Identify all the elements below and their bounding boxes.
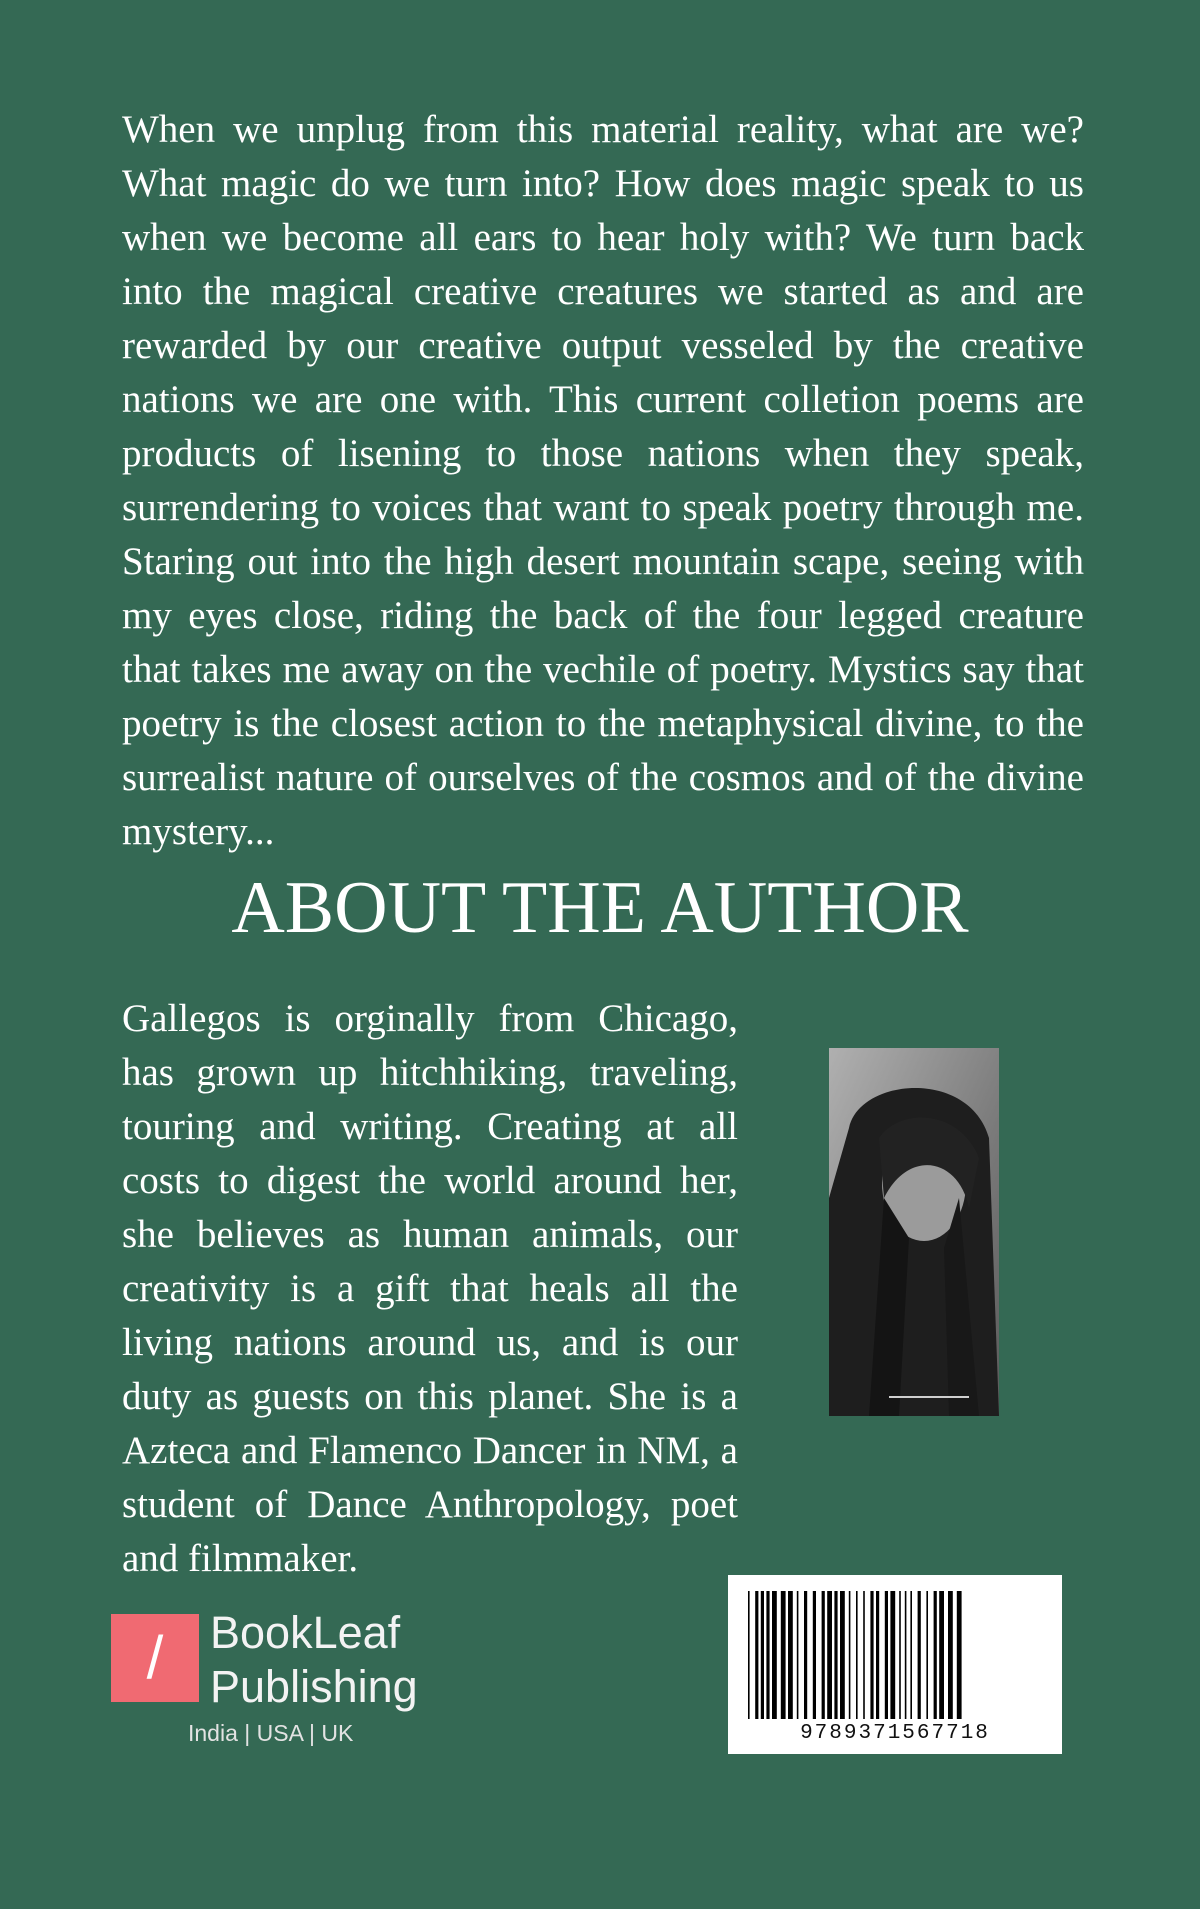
barcode-bar xyxy=(822,1591,825,1719)
barcode-bar xyxy=(856,1591,858,1719)
barcode-bar xyxy=(781,1591,786,1719)
barcode-bar xyxy=(948,1591,953,1719)
logo-slash: / xyxy=(146,1624,164,1691)
barcode-bar xyxy=(934,1591,937,1719)
barcode-bar xyxy=(939,1591,944,1719)
barcode-bar xyxy=(772,1591,777,1719)
barcode-bar xyxy=(885,1591,888,1719)
barcode-bar xyxy=(849,1591,851,1719)
barcode-bar xyxy=(957,1591,962,1719)
barcode-bar xyxy=(863,1591,865,1719)
barcode-bar xyxy=(766,1591,769,1719)
publisher-name-line2: Publishing xyxy=(210,1661,418,1712)
barcode-bar xyxy=(926,1591,928,1719)
publisher-tagline: India | USA | UK xyxy=(188,1720,354,1746)
barcode-bar xyxy=(876,1591,879,1719)
barcode-bar xyxy=(870,1591,873,1719)
barcode-bar xyxy=(755,1591,758,1719)
barcode-bar xyxy=(910,1591,912,1719)
barcode-bar xyxy=(918,1591,921,1719)
barcode-bar xyxy=(788,1591,793,1719)
author-photo xyxy=(829,1048,999,1416)
barcode-bar xyxy=(899,1591,901,1719)
barcode-bar xyxy=(840,1591,845,1719)
publisher-name xyxy=(210,1606,418,1714)
barcode-bar xyxy=(834,1591,837,1719)
barcode-bar xyxy=(761,1591,764,1719)
isbn-barcode xyxy=(728,1575,1062,1754)
barcode-bar xyxy=(813,1591,816,1719)
barcode-bar xyxy=(748,1591,750,1719)
publisher-name-line1: BookLeaf xyxy=(210,1607,401,1658)
barcode-bar xyxy=(827,1591,832,1719)
back-cover-blurb: When we unplug from this material reality, what are we? What magic do we turn into? How does magic speak to us when we become all ears to hear holy with? We turn back into the magical creative creatures we started as and are rewarded by our creative output vesseled by the creative nations we are one with. This current colletion poems are products of lisening to those nations when they speak, surrendering to voices that want to speak poetry through me. Staring out into the high desert mountain scape, seeing with my eyes close, riding the back of the four legged creature that takes me away on the vechile of poetry. Mystics say that poetry is the closest action to the metaphysical divine, to the surrealist nature of ourselves of the cosmos and of the divine mystery... xyxy=(122,108,1084,853)
barcode-bar xyxy=(804,1591,807,1719)
barcode-bar xyxy=(905,1591,907,1719)
barcode-bar xyxy=(890,1591,895,1719)
bookleaf-logo-icon xyxy=(111,1614,199,1702)
author-bio: Gallegos is orginally from Chicago, has grown up hitchhiking, traveling, touring and writing. Creating at all costs to digest the world around her, she believes as human animals, our creativity is a gift that heals all the living nations around us, and is our duty as guests on this planet. She is a Azteca and Flamenco Dancer in NM, a student of Dance Anthropology, poet and filmmaker. xyxy=(122,997,738,1580)
about-the-author-heading: ABOUT THE AUTHOR xyxy=(231,867,969,949)
isbn-number: 9789371567718 xyxy=(800,1722,990,1745)
barcode-bar xyxy=(797,1591,799,1719)
barcode-bars xyxy=(744,1591,1046,1719)
